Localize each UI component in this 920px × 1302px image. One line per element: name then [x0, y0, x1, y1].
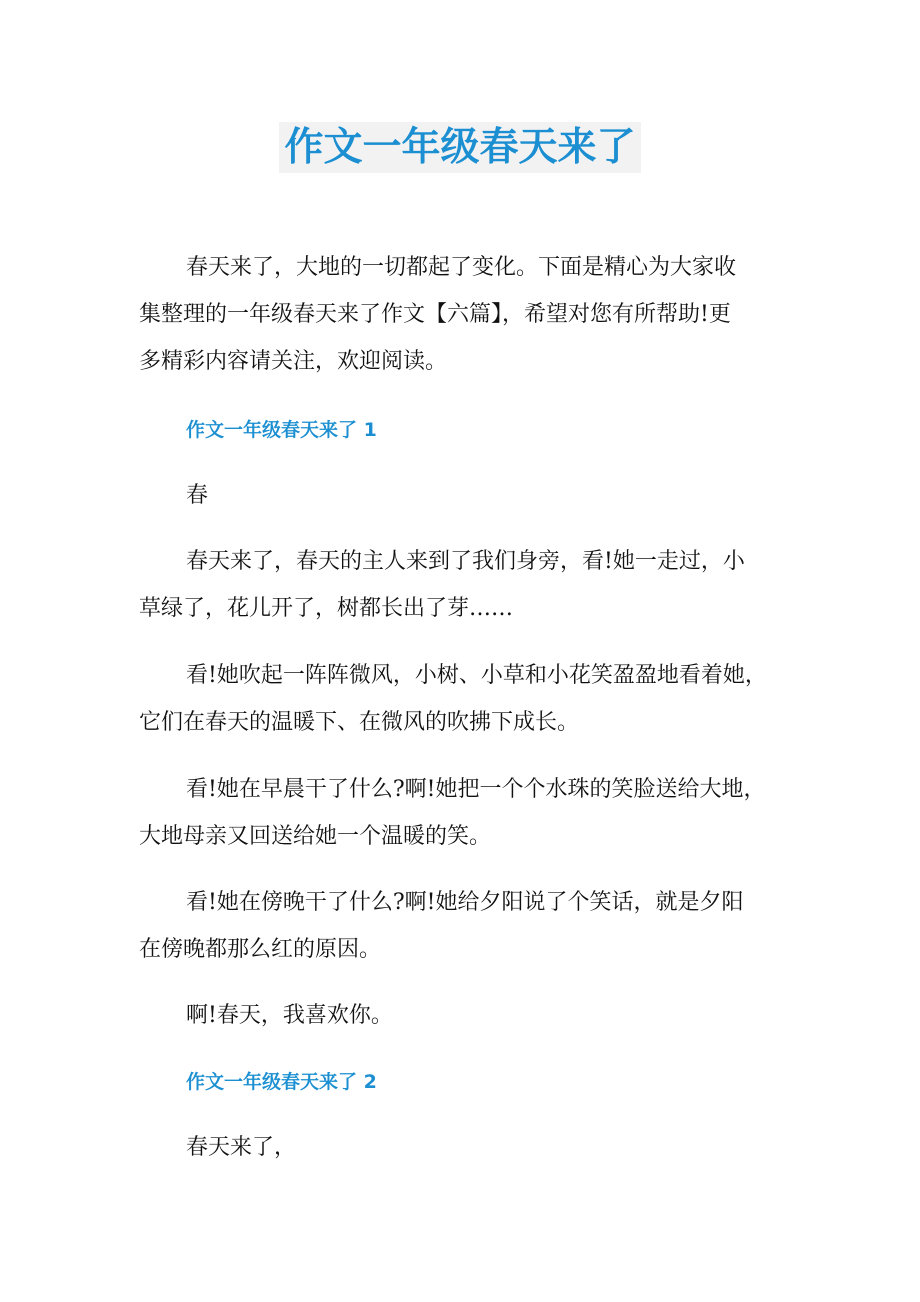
paragraph-line: 春天来了，大地的一切都起了变化。下面是精心为大家收 [186, 255, 737, 280]
paragraph [139, 472, 789, 519]
paragraph-line: 啊!春天，我喜欢你。 [186, 1003, 393, 1028]
paragraph-line: 看!她在傍晚干了什么?啊!她给夕阳说了个笑话，就是夕阳 [186, 890, 744, 915]
paragraph [139, 538, 789, 632]
paragraph [139, 652, 789, 746]
paragraph-line: 看!她吹起一阵阵微风，小树、小草和小花笑盈盈地看着她， [186, 663, 767, 688]
paragraph-line: 多精彩内容请关注，欢迎阅读。 [139, 349, 448, 374]
paragraph-line: 看!她在早晨干了什么?啊!她把一个个水珠的笑脸送给大地， [186, 777, 766, 802]
paragraph-line: 它们在春天的温暖下、在微风的吹拂下成长。 [139, 710, 580, 735]
section-heading-2: 作文一年级春天来了 2 [186, 1071, 377, 1093]
paragraph-line: 春 [186, 483, 209, 508]
paragraph [139, 766, 789, 860]
paragraph [139, 992, 789, 1039]
paragraph-line: 春天来了， [186, 1135, 297, 1160]
paragraph-line: 春天来了，春天的主人来到了我们身旁，看!她一走过，小 [186, 549, 745, 574]
paragraph-line: 在傍晚都那么红的原因。 [139, 937, 382, 962]
section-heading-1: 作文一年级春天来了 1 [186, 419, 377, 441]
document-title: 作文一年级春天来了 [279, 122, 641, 173]
paragraph-line: 草绿了，花儿开了，树都长出了芽…… [139, 596, 514, 621]
paragraph-line: 大地母亲又回送给她一个温暖的笑。 [139, 824, 492, 849]
paragraph-line: 集整理的一年级春天来了作文【六篇】，希望对您有所帮助!更 [139, 302, 731, 327]
intro-paragraph [139, 244, 789, 385]
paragraph [139, 1124, 789, 1171]
paragraph [139, 879, 789, 973]
